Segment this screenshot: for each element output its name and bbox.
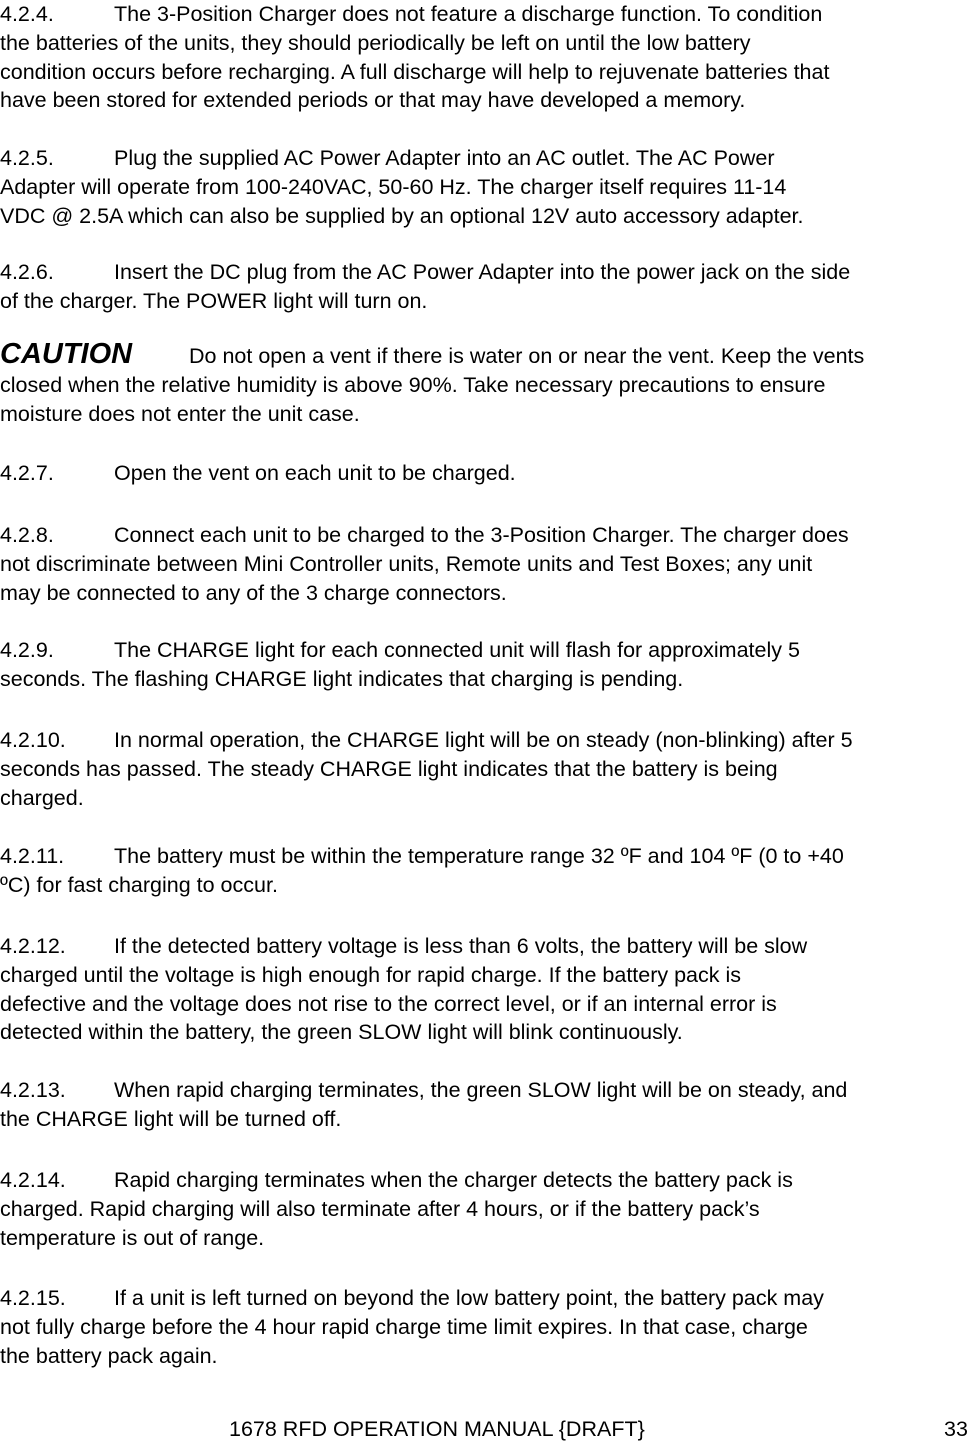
paragraph-number: 4.2.10. — [0, 728, 66, 752]
paragraph-line: the CHARGE light will be turned off. — [0, 1106, 342, 1131]
paragraph-line: charged. Rapid charging will also terminate after 4 hours, or if the battery pack’s — [0, 1196, 760, 1221]
paragraph-line: The battery must be within the temperature range 32 ºF and 104 ºF (0 to +40 — [114, 844, 844, 868]
paragraph-number: 4.2.8. — [0, 523, 54, 547]
paragraph-line: Adapter will operate from 100-240VAC, 50-60 Hz. The charger itself requires 11-14 — [0, 174, 787, 199]
paragraph-line: seconds has passed. The steady CHARGE light indicates that the battery is being — [0, 756, 778, 781]
paragraph-number: 4.2.9. — [0, 638, 54, 662]
paragraph-number: 4.2.4. — [0, 2, 54, 26]
paragraph-line: the battery pack again. — [0, 1343, 218, 1368]
paragraph-line: not fully charge before the 4 hour rapid charge time limit expires. In that case, charge — [0, 1314, 808, 1339]
paragraph-line: have been stored for extended periods or that may have developed a memory. — [0, 88, 746, 113]
paragraph-line: charged. — [0, 785, 84, 810]
paragraph-4-2-8 — [0, 521, 972, 607]
paragraph-line: Connect each unit to be charged to the 3-Position Charger. The charger does — [114, 523, 849, 547]
paragraph-4-2-9 — [0, 636, 972, 694]
paragraph-line: Insert the DC plug from the AC Power Adapter into the power jack on the side — [114, 260, 851, 284]
paragraph-4-2-10 — [0, 726, 972, 812]
paragraph-line: The CHARGE light for each connected unit will flash for approximately 5 — [114, 638, 800, 662]
paragraph-number: 4.2.6. — [0, 260, 54, 284]
paragraph-4-2-5 — [0, 144, 972, 230]
paragraph-number: 4.2.5. — [0, 146, 54, 170]
footer-title: 1678 RFD OPERATION MANUAL {DRAFT} — [229, 1417, 645, 1441]
paragraph-number: 4.2.14. — [0, 1168, 66, 1192]
paragraph-line: temperature is out of range. — [0, 1225, 265, 1250]
paragraph-number: 4.2.11. — [0, 844, 65, 868]
paragraph-4-2-12 — [0, 932, 972, 1047]
paragraph-number: 4.2.7. — [0, 461, 54, 485]
page-number: 33 — [944, 1417, 968, 1441]
paragraph-4-2-13 — [0, 1076, 972, 1134]
paragraph-line: not discriminate between Mini Controller units, Remote units and Test Boxes; any unit — [0, 551, 813, 576]
paragraph-line: The 3-Position Charger does not feature a discharge function. To condition — [114, 2, 823, 26]
paragraph-line: Do not open a vent if there is water on or near the vent. Keep the vents — [189, 344, 865, 368]
paragraph-line: When rapid charging terminates, the green SLOW light will be on steady, and — [114, 1078, 848, 1102]
paragraph-line: charged until the voltage is high enough for rapid charge. If the battery pack is — [0, 962, 742, 987]
paragraph-number: 4.2.13. — [0, 1078, 66, 1102]
paragraph-line: of the charger. The POWER light will turn on. — [0, 288, 428, 313]
paragraph-line: moisture does not enter the unit case. — [0, 401, 360, 426]
paragraph-line: Open the vent on each unit to be charged. — [114, 461, 516, 485]
paragraph-4-2-11 — [0, 842, 972, 900]
paragraph-4-2-15 — [0, 1284, 972, 1370]
paragraph-line: If a unit is left turned on beyond the low battery point, the battery pack may — [114, 1286, 824, 1310]
paragraph-number: 4.2.12. — [0, 934, 66, 958]
paragraph-line: closed when the relative humidity is above 90%. Take necessary precautions to ensure — [0, 372, 826, 397]
paragraph-line: Plug the supplied AC Power Adapter into an AC outlet. The AC Power — [114, 146, 775, 170]
paragraph-line: In normal operation, the CHARGE light will be on steady (non-blinking) after 5 — [114, 728, 853, 752]
paragraph-number: 4.2.15. — [0, 1286, 66, 1310]
paragraph-line: may be connected to any of the 3 charge connectors. — [0, 580, 507, 605]
paragraph-line: the batteries of the units, they should periodically be left on until the low battery — [0, 30, 751, 55]
paragraph-line: seconds. The flashing CHARGE light indicates that charging is pending. — [0, 666, 684, 691]
paragraph-line: If the detected battery voltage is less than 6 volts, the battery will be slow — [114, 934, 808, 958]
paragraph-4-2-4 — [0, 0, 972, 115]
paragraph-line: ºC) for fast charging to occur. — [0, 872, 278, 897]
paragraph-line: VDC @ 2.5A which can also be supplied by an optional 12V auto accessory adapter. — [0, 203, 804, 228]
paragraph-line: defective and the voltage does not rise to the correct level, or if an internal error is — [0, 991, 777, 1016]
paragraph-line: Rapid charging terminates when the charger detects the battery pack is — [114, 1168, 793, 1192]
paragraph-line: detected within the battery, the green SLOW light will blink continuously. — [0, 1020, 683, 1045]
paragraph-line: condition occurs before recharging. A full discharge will help to rejuvenate batteries that — [0, 59, 830, 84]
paragraph-4-2-14 — [0, 1166, 972, 1252]
caution-label: CAUTION — [0, 338, 133, 370]
caution-note — [0, 340, 972, 428]
paragraph-4-2-6 — [0, 258, 972, 316]
paragraph-4-2-7 — [0, 459, 972, 488]
